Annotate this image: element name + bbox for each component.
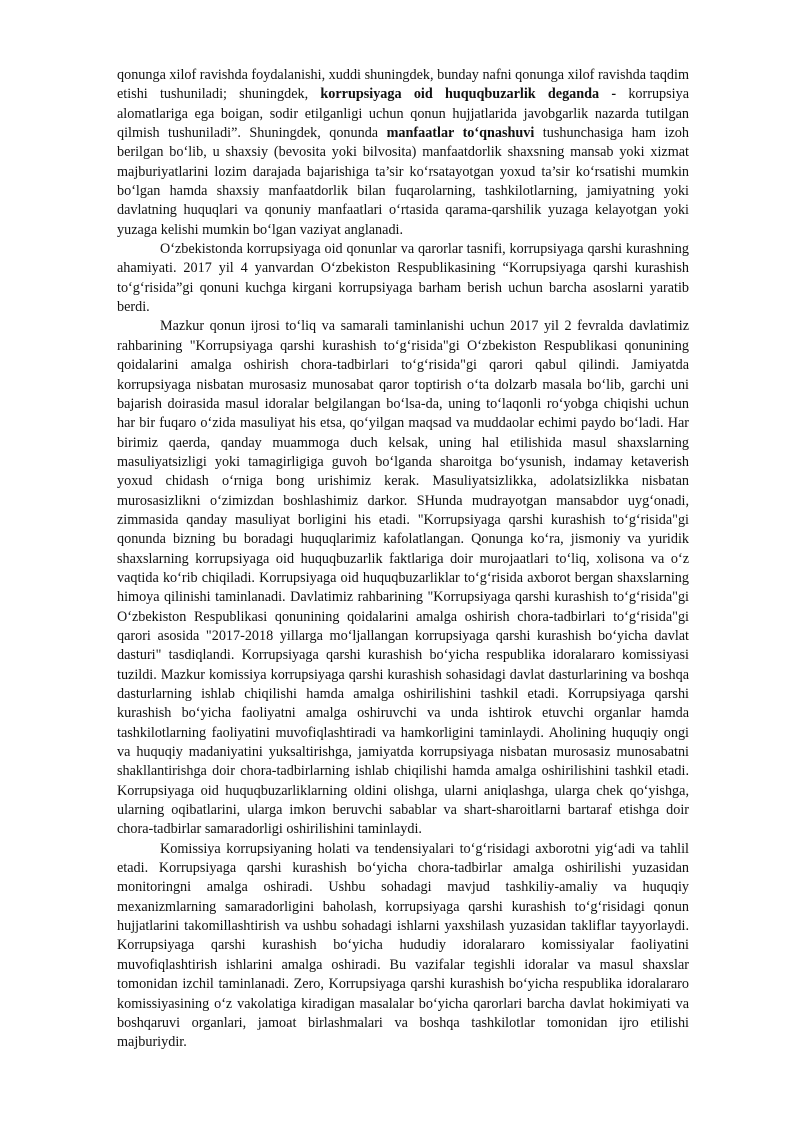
paragraph-commission-duties bbox=[117, 840, 689, 1053]
text-run: tushunchasiga ham izoh berilgan bo‘lib, u shaxsiy (bevosita yoki bilvosita) manfaatdorlik shaxsning mansab yoki xizmat majburiyatlarini lozim darajada bajarishiga ta’sir ko‘rsatayotgan yoxud ta’sir ko‘rsatishi mumkin bo‘lgan hamda shaxsiy manfaatdorlik bilan fuqarolarning, tashkilotlarning, jamiyatning yoki davlatning huquqlari va qonuniy manfaatlari o‘rtasida qarama-qarshilik yuzaga kelayotgan yoki yuzaga kelishi mumkin bo‘lgan vaziyat anglanadi. bbox=[117, 125, 689, 238]
bold-term-corruption-offense: korrupsiyaga oid huquqbuzarlik deganda - bbox=[320, 86, 617, 103]
text-run: korrupsiya alomatlariga ega boigan, sodir etilganligi uchun qonun hujjatlarida javobgarlik nazarda tutilgan qilmish tushuniladi”. Shuningdek, qonunda bbox=[117, 86, 689, 142]
text-run: Komissiya korrupsiyaning holati va tendensiyalari to‘g‘risidagi axborotni yig‘adi va tahlil etadi. Korrupsiyaga qarshi kurashish bo‘yicha chora-tadbirlar amalga oshirilishi yuzasidan monitoringni amalga oshiradi. Ushbu sohadagi mavjud tashkiliy-amaliy va huquqiy mexanizmlarning samaradorligini baholash, korrupsiyaga qarshi kurashish to‘g‘risidagi qonun hujjatlarini takomillashtirish va ushbu sohadagi ishlarni yaxshilash yuzasidan takliflar tayyorlaydi. Korrupsiyaga qarshi kurashish bo‘yicha hududiy idoralararo komissiyalar faoliyatini muvofiqlashtirish ishlarini amalga oshiradi. Bu vazifalar tegishli idoralar va masul shaxslar tomonidan izchil taminlanadi. Zero, Korrupsiyaga qarshi kurashish bo‘yicha respublika idoralararo komissiyasining o‘z vakolatiga kiradigan masalalar bo‘yicha qarorlari barcha davlat hokimiyati va boshqaruvi organlari, jamoat birlashmalari va boshqa tashkilotlar tomonidan ijro etilishi majburiydir. bbox=[117, 840, 689, 1051]
document-page bbox=[117, 66, 689, 1053]
text-run: Mazkur qonun ijrosi to‘liq va samarali taminlanishi uchun 2017 yil 2 fevralda davlatimiz rahbarining "Korrupsiyaga qarshi kurashish to‘g‘risida"gi O‘zbekiston Respublikasi qonunining qoidalarini amalga oshirish chora-tadbirlari to‘g‘risida"gi qarori qabul qilindi. Jamiyatda korrupsiyaga nisbatan murosasiz munosabat qaror toptirish o‘ta dolzarb masala bo‘lib, garchi uni bajarish doirasida masul idoralar belgilangan bo‘lsa-da, uning to‘laqonli ro‘yobga chiqishi uchun har bir fuqaro o‘zida masuliyat his etsa, qo‘yilgan maqsad va muddaolar echimi paydo bo‘ladi. Har birimiz qaerda, qanday muammoga duch kelsak, uning hal etilishida masul shaxslarning masuliyatsizligi yoki tamagirligiga guvoh bo‘lganda sharoitga bo‘ysunish, indamay ketaverish yoxud chidash o‘rniga bong urishimiz kerak. Masuliyatsizlikka, adolatsizlikka nisbatan murosasizlikni o‘zimizdan boshlashimiz darkor. SHunda mudrayotgan mansabdor uyg‘onadi, zimmasida qanday masuliyat borligini his etadi. "Korrupsiyaga qarshi kurashish to‘g‘risida"gi qonunda bizning bu boradagi huquqlarimiz kafolatlangan. Qonunga ko‘ra, jismoniy va yuridik shaxslarning korrupsiyaga oid huquqbuzarlik faktlariga doir murojaatlari to‘liq, xolisona va o‘z vaqtida ko‘rib chiqiladi. Korrupsiyaga oid huquqbuzarliklar to‘g‘risida axborot bergan shaxslarning himoya qilinishi taminlanadi. Davlatimiz rahbarining "Korrupsiyaga qarshi kurashish to‘g‘risida"gi O‘zbekiston Respublikasi qonunining qoidalarini amalga oshirish chora-tadbirlari to‘g‘risida"gi qarori asosida "2017-2018 yillarga mo‘ljallangan korrupsiyaga qarshi kurashish bo‘yicha davlat dasturi" tasdiqlandi. Korrupsiyaga qarshi kurashish bo‘yicha respublika idoralararo komissiyasi tuzildi. Mazkur komissiya korrupsiyaga qarshi kurashish sohasidagi davlat dasturlarining va boshqa dasturlarning ishlab chiqilishi hamda amalga oshirilishini tashkil etadi. Korrupsiyaga qarshi kurashish bo‘yicha faoliyatni amalga oshiruvchi va unda ishtirok etuvchi organlar hamda tashkilotlarning faoliyatini muvofiqlashtiradi va hamkorligini taminlaydi. Aholining huquqiy ongi va huquqiy madaniyatini yuksaltirishga, jamiyatda korrupsiyaga nisbatan murosasiz munosabatni shakllantirishga doir chora-tadbirlarning ishlab chiqilishi hamda amalga oshirilishini tashkil etadi. Korrupsiyaga oid huquqbuzarliklarning oldini olishga, ularni aniqlashga, ularga chek qo‘yishga, ularning oqibatlarini, ularga imkon beruvchi sabablar va shart-sharoitlarni bartaraf etishga doir chora-tadbirlar samaradorligi oshirilishini taminlaydi. bbox=[117, 318, 689, 838]
paragraph-law-implementation bbox=[117, 317, 689, 839]
text-run: O‘zbekistonda korrupsiyaga oid qonunlar va qarorlar tasnifi, korrupsiyaga qarshi kurashning ahamiyati. 2017 yil 4 yanvardan O‘zbekiston Respublikasining “Korrupsiyaga qarshi kurashish to‘g‘risida”gi qonuni kuchga kirgani korrupsiyaga barham berish uchun barcha asoslarni yaratib berdi. bbox=[117, 241, 689, 316]
paragraph-continuation bbox=[117, 66, 689, 240]
text-run: qonunga xilof ravishda foydalanishi, xuddi shuningdek, bunday nafni qonunga xilof ravishda taqdim etishi tushuniladi; shuningdek, bbox=[117, 67, 689, 103]
bold-term-conflict-of-interest: manfaatlar to‘qnashuvi bbox=[386, 125, 535, 142]
paragraph-laws-overview bbox=[117, 240, 689, 317]
